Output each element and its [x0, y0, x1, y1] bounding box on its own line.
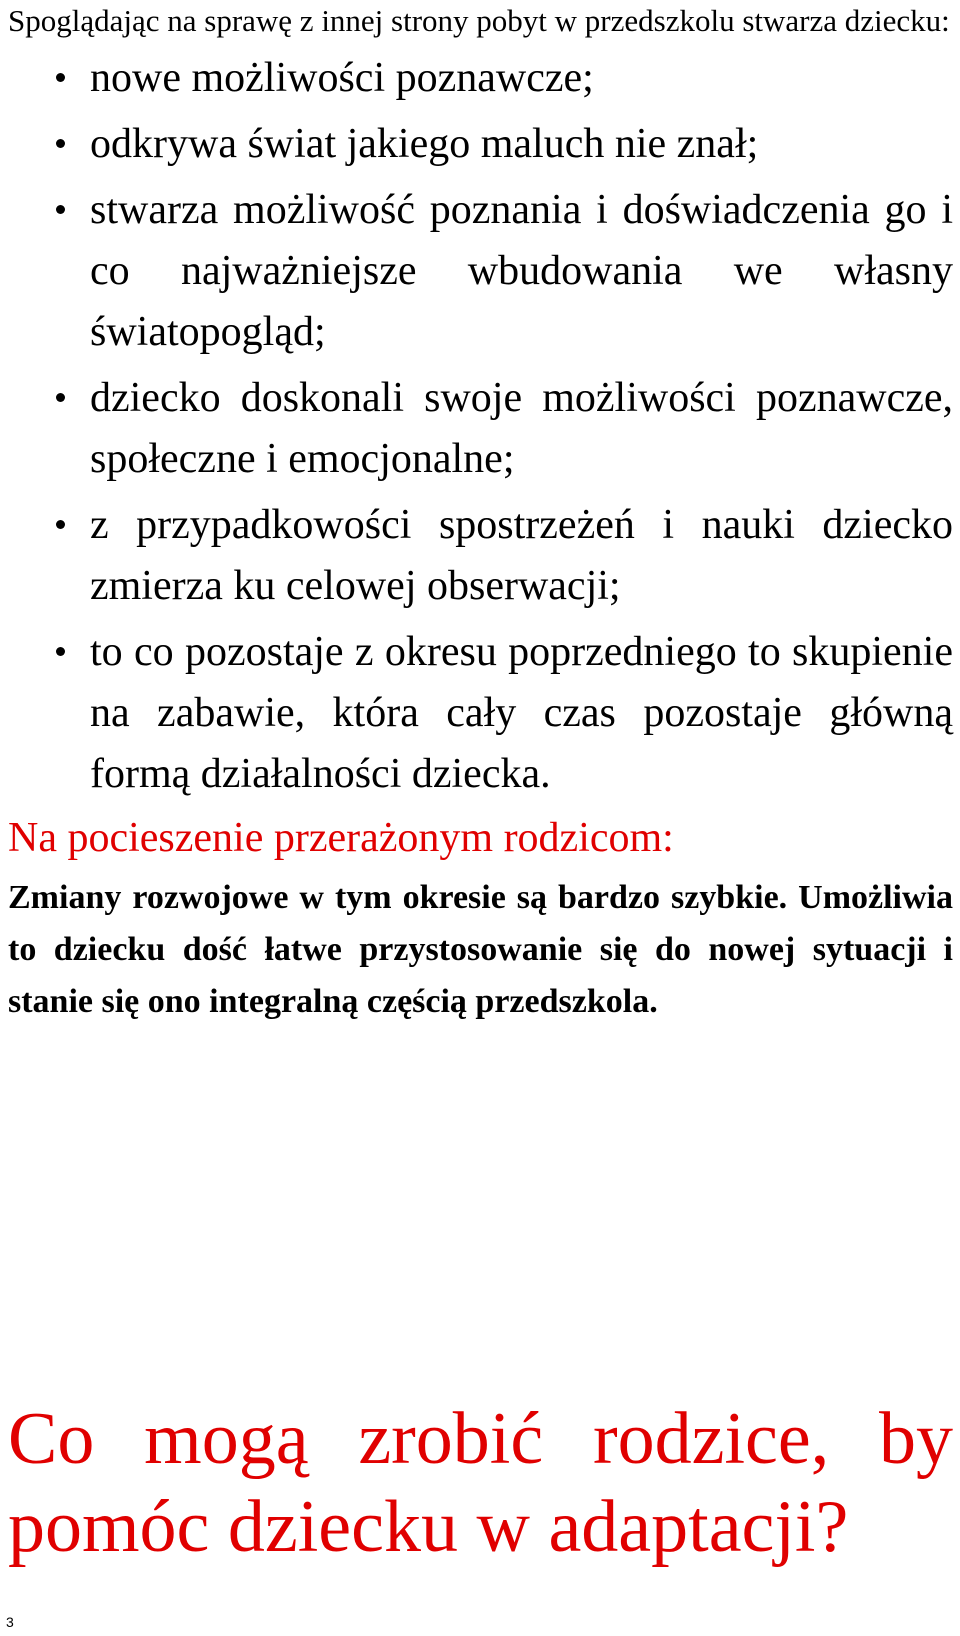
list-item-text: odkrywa świat jakiego maluch nie znał;	[90, 121, 759, 167]
bullet-icon	[56, 139, 65, 148]
list-item-text: stwarza możliwość poznania i doświadczenia go i co najważniejsze wbudowania we własny światopogląd;	[90, 187, 953, 355]
list-item-text: dziecko doskonali swoje możliwości poznawcze, społeczne i emocjonalne;	[90, 375, 953, 482]
bullet-icon	[56, 205, 65, 214]
list-item	[8, 180, 953, 363]
list-item	[8, 495, 953, 617]
bullet-icon	[56, 520, 65, 529]
list-item-text: nowe możliwości poznawcze;	[90, 55, 594, 101]
question-heading: Co mogą zrobić rodzice, by pomóc dziecku w adaptacji?	[8, 1398, 953, 1568]
list-item	[8, 368, 953, 490]
list-item	[8, 622, 953, 805]
bullet-list	[8, 48, 953, 805]
bold-paragraph: Zmiany rozwojowe w tym okresie są bardzo szybkie. Umożliwia to dziecku dość łatwe przystosowanie się do nowej sytuacji i stanie się ono integralną częścią przedszkola.	[8, 879, 953, 1020]
list-item	[8, 48, 953, 109]
red-heading: Na pocieszenie przerażonym rodzicom:	[8, 815, 674, 861]
list-item	[8, 114, 953, 175]
list-item-text: z przypadkowości spostrzeżeń i nauki dziecko zmierza ku celowej obserwacji;	[90, 502, 953, 609]
bullet-icon	[56, 647, 65, 656]
intro-paragraph: Spoglądając na sprawę z innej strony pobyt w przedszkolu stwarza dziecku:	[8, 3, 950, 38]
list-item-text: to co pozostaje z okresu poprzedniego to skupienie na zabawie, która cały czas pozostaje główną formą działalności dziecka.	[90, 629, 953, 797]
bullet-icon	[56, 393, 65, 402]
page-number: 3	[6, 1614, 14, 1630]
bullet-icon	[56, 73, 65, 82]
document-page	[8, 0, 953, 1028]
